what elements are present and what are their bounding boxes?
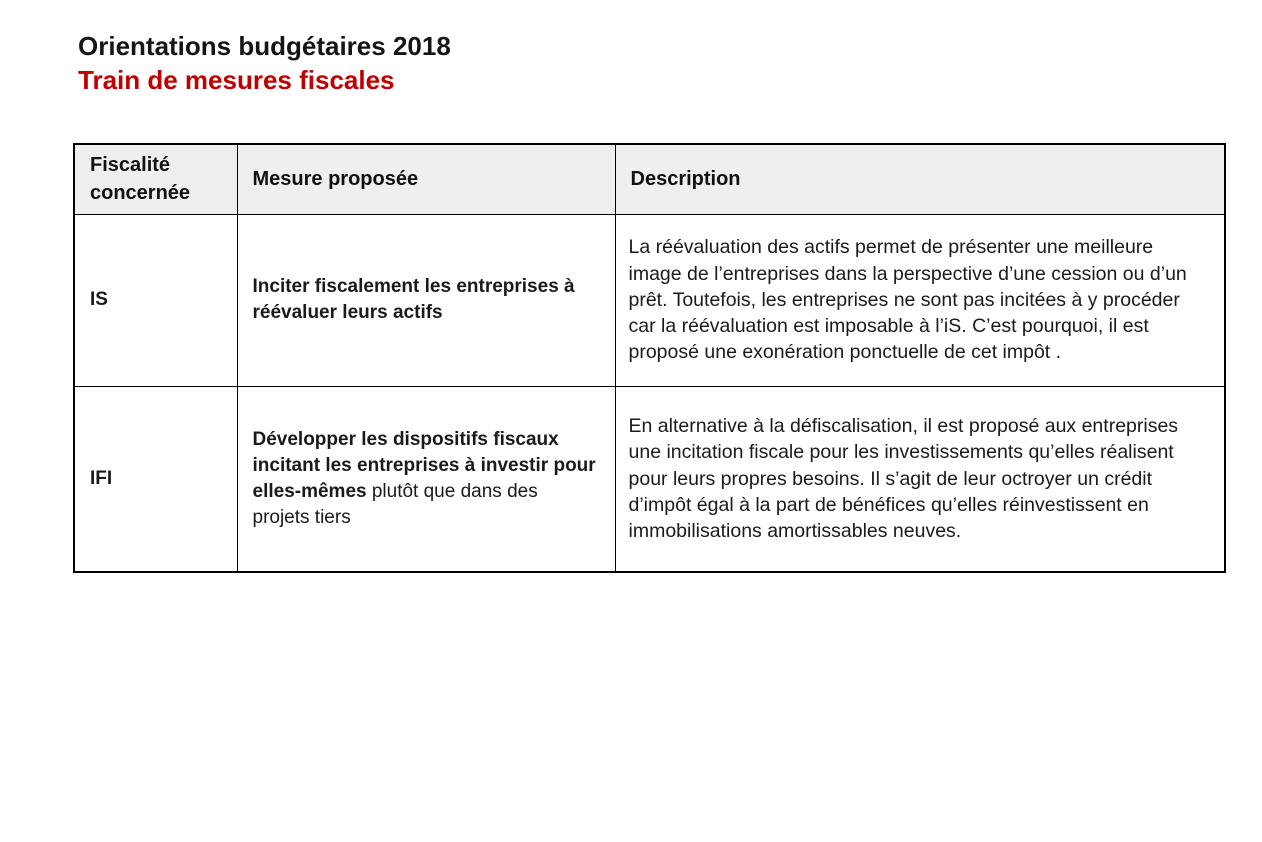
column-header-fiscality: Fiscalité concernée [74, 144, 237, 214]
title-block [78, 30, 451, 98]
description-cell: En alternative à la défiscalisation, il est proposé aux entreprises une incitation fiscale pour les investissements qu’elles réalisent pour leurs propres besoins. Il s’agit de leur octroyer un crédit d’impôt égal à la part de bénéfices qu’elles réinvestissent en immobilisations amortissables neuves. [615, 386, 1225, 572]
measure-regular-text: plutôt que dans des projets tiers [252, 480, 538, 528]
fiscality-cell: IFI [74, 386, 237, 572]
measure-cell [237, 386, 615, 572]
fiscal-measures-table [73, 143, 1226, 573]
column-header-description: Description [615, 144, 1225, 214]
fiscality-cell: IS [74, 214, 237, 386]
measure-cell [237, 214, 615, 386]
table-row [74, 214, 1225, 386]
table-row [74, 386, 1225, 572]
page-subtitle: Train de mesures fiscales [78, 64, 395, 95]
measure-bold-text: Inciter fiscalement les entreprises à réévaluer leurs actifs [252, 275, 575, 323]
page-title: Orientations budgétaires 2018 [78, 31, 451, 61]
column-header-measure: Mesure proposée [237, 144, 615, 214]
measure-bold-text: Développer les dispositifs fiscaux incitant les entreprises à investir pour elles-mêmes [252, 428, 596, 502]
description-cell: La réévaluation des actifs permet de présenter une meilleure image de l’entreprises dans la perspective d’une cession ou d’un prêt. Toutefois, les entreprises ne sont pas incitées à y procéder car la réévaluation est imposable à l’iS. C’est pourquoi, il est proposé une exonération ponctuelle de cet impôt . [615, 214, 1225, 386]
table-header-row [74, 144, 1225, 214]
